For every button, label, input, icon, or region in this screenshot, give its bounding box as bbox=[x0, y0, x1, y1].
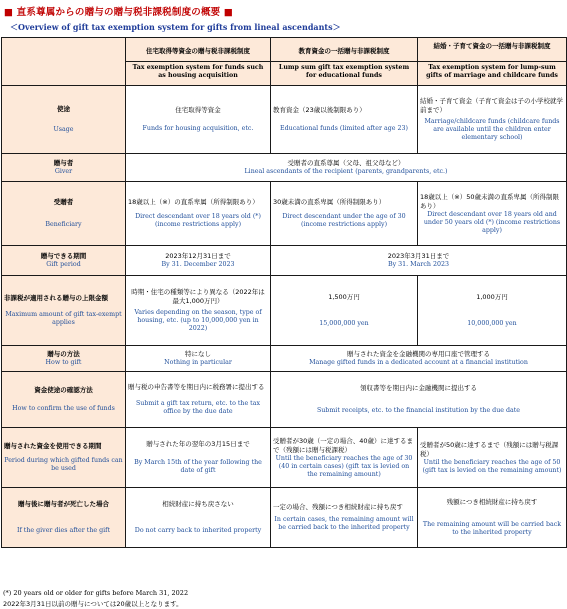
cell-beneficiary-housing bbox=[126, 182, 271, 246]
cell-method-education-marriage bbox=[271, 346, 567, 372]
label-jp: 贈与後に贈与者が死亡した場合 bbox=[18, 500, 109, 508]
cell-jp: 18歳以上（※）50歳未満の直系卑属（所得制限あり） bbox=[420, 192, 559, 210]
cell-en: Submit receipts, etc. to the financial institution by the due date bbox=[316, 407, 521, 414]
cell-en: By 31. March 2023 bbox=[387, 261, 450, 268]
label-jp: 贈与された資金を使用できる期間 bbox=[4, 442, 102, 450]
label-en: Period during which gifted funds can be used bbox=[4, 457, 123, 472]
table-header-row bbox=[2, 38, 567, 86]
row-beneficiary bbox=[2, 182, 567, 246]
cell-period-housing bbox=[126, 246, 271, 276]
cell-jp: 18歳以上（※）の直系卑属（所得制限あり） bbox=[128, 198, 259, 206]
cell-confirm-education-marriage bbox=[271, 372, 567, 428]
cell-en: 10,000,000 yen bbox=[467, 320, 517, 327]
cell-max-education bbox=[271, 276, 418, 346]
cell-use-period-marriage bbox=[418, 428, 567, 488]
column-header-jp: 結婚・子育て資金の一括贈与非課税制度 bbox=[418, 41, 566, 62]
row-label-usage bbox=[2, 86, 126, 154]
cell-usage-education bbox=[271, 86, 418, 154]
column-header-en: Lump sum gift tax exemption system for educational funds bbox=[278, 63, 410, 79]
row-giver bbox=[2, 154, 567, 182]
cell-jp: 贈与された資金を金融機関の専用口座で管理する bbox=[347, 350, 490, 358]
column-header-jp: 住宅取得等資金の贈与税非課税制度 bbox=[126, 42, 270, 62]
row-use-period bbox=[2, 428, 567, 488]
row-how-to-gift bbox=[2, 346, 567, 372]
cell-en: Direct descendant over 18 years old (*) (income restrictions apply) bbox=[135, 213, 261, 228]
page-title: ■ 直系尊属からの贈与の贈与税非課税制度の概要 ■ bbox=[4, 7, 234, 18]
cell-en: Educational funds (limited after age 23) bbox=[280, 125, 408, 132]
cell-usage-housing bbox=[126, 86, 271, 154]
cell-use-period-housing bbox=[126, 428, 271, 488]
cell-max-marriage bbox=[418, 276, 567, 346]
label-jp: 資金使途の確認方法 bbox=[34, 386, 93, 394]
label-jp: 使途 bbox=[57, 105, 70, 113]
cell-period-education-marriage bbox=[271, 246, 567, 276]
cell-death-housing bbox=[126, 488, 271, 548]
cell-jp: 受贈者が50歳に達するまで（残額には贈与税課税） bbox=[420, 440, 559, 458]
cell-jp: 贈与税の申告書等を期日内に税務署に提出する bbox=[128, 383, 265, 391]
cell-jp: 住宅取得等資金 bbox=[175, 106, 221, 114]
cell-en: Direct descendant under the age of 30 (income restrictions apply) bbox=[282, 213, 406, 228]
cell-en: Nothing in particular bbox=[164, 359, 232, 366]
cell-jp: 教育資金（23歳以後制限あり） bbox=[273, 106, 366, 114]
cell-en: 15,000,000 yen bbox=[319, 320, 369, 327]
cell-jp: 2023年3月31日まで bbox=[387, 252, 450, 260]
cell-jp: 相続財産に持ち戻さない bbox=[162, 500, 234, 508]
row-max-amount bbox=[2, 276, 567, 346]
cell-confirm-housing bbox=[126, 372, 271, 428]
row-label-gift-period bbox=[2, 246, 126, 276]
cell-en: Lineal ascendants of the recipient (parents, grandparents, etc.) bbox=[244, 168, 448, 175]
cell-jp: 1,500万円 bbox=[328, 293, 360, 301]
cell-en: Do not carry back to inherited property bbox=[134, 527, 262, 534]
cell-jp: 1,000万円 bbox=[476, 293, 508, 301]
cell-max-housing bbox=[126, 276, 271, 346]
cell-en: Funds for housing acquisition, etc. bbox=[142, 125, 254, 132]
cell-en: The remaining amount will be carried back to the inherited property bbox=[422, 521, 562, 536]
row-confirm-use bbox=[2, 372, 567, 428]
cell-en: Marriage/childcare funds (childcare funds are available until the children enter elementary school) bbox=[424, 118, 560, 141]
row-label-how-to-gift bbox=[2, 346, 126, 372]
cell-en: In certain cases, the remaining amount will be carried back to the inherited property bbox=[274, 516, 414, 531]
cell-jp: 一定の場合、残額につき相続財産に持ち戻す bbox=[273, 503, 403, 511]
column-header-housing bbox=[126, 38, 271, 86]
label-en: Maximum amount of gift tax-exempt applies bbox=[5, 311, 122, 326]
cell-en: Direct descendant over 18 years old and under 50 years old (*) (income restrictions apply) bbox=[423, 210, 561, 234]
cell-beneficiary-marriage bbox=[418, 182, 567, 246]
row-label-max-amount bbox=[2, 276, 126, 346]
footnote-jp: 2022年3月31日以前の贈与については20歳以上となります。 bbox=[3, 600, 183, 608]
column-header-marriage bbox=[418, 38, 567, 86]
footnote-en: (*) 20 years old or older for gifts before March 31, 2022 bbox=[3, 589, 189, 597]
label-en: How to confirm the use of funds bbox=[12, 405, 115, 412]
page-subtitle: ＜Overview of gift tax exemption system for gifts from lineal ascendants＞ bbox=[10, 22, 341, 32]
label-jp: 贈与者 bbox=[53, 159, 74, 167]
label-en: Usage bbox=[53, 126, 74, 133]
label-en: Giver bbox=[54, 168, 73, 175]
row-label-beneficiary bbox=[2, 182, 126, 246]
cell-jp: 特になし bbox=[185, 350, 211, 358]
cell-en: Until the beneficiary reaches the age of 30 (40 in certain cases) (gift tax is levied on the remaining amount) bbox=[275, 454, 413, 478]
row-giver-death bbox=[2, 488, 567, 548]
row-label-giver-death bbox=[2, 488, 126, 548]
row-label-confirm-use bbox=[2, 372, 126, 428]
comparison-table bbox=[1, 37, 567, 548]
label-en: Beneficiary bbox=[45, 221, 82, 228]
label-jp: 贈与できる期間 bbox=[40, 252, 87, 260]
cell-jp: 受贈者の直系尊属（父母、祖父母など） bbox=[287, 159, 405, 167]
cell-en: Until the beneficiary reaches the age of 50 (gift tax is levied on the remaining amount) bbox=[422, 458, 562, 474]
cell-jp: 贈与された年の翌年の3月15日まで bbox=[146, 440, 250, 448]
cell-giver bbox=[126, 154, 567, 182]
cell-death-education bbox=[271, 488, 418, 548]
column-header-jp: 教育資金の一括贈与非課税制度 bbox=[271, 42, 417, 62]
cell-jp: 30歳未満の直系卑属（所得制限あり） bbox=[273, 198, 386, 206]
column-header-en: Tax exemption system for funds such as housing acquisition bbox=[132, 63, 264, 79]
cell-en: Submit a gift tax return, etc. to the tax office by the due date bbox=[135, 400, 261, 415]
label-en: If the giver dies after the gift bbox=[16, 527, 111, 534]
label-en: Gift period bbox=[46, 261, 81, 268]
cell-jp: 2023年12月31日まで bbox=[165, 252, 231, 260]
row-usage bbox=[2, 86, 567, 154]
cell-en: Manage gifted funds in a dedicated account at a financial institution bbox=[309, 359, 528, 366]
label-jp: 非課税が適用される贈与の上限金額 bbox=[4, 294, 108, 302]
cell-en: Varies depending on the season, type of housing, etc. (up to 10,000,000 yen in 2022) bbox=[134, 309, 262, 332]
cell-method-housing bbox=[126, 346, 271, 372]
cell-usage-marriage bbox=[418, 86, 567, 154]
cell-death-marriage bbox=[418, 488, 567, 548]
cell-jp: 受贈者が30歳（一定の場合、40歳）に達するまで（残額には贈与税課税） bbox=[273, 436, 414, 454]
row-gift-period bbox=[2, 246, 567, 276]
label-jp: 受贈者 bbox=[53, 198, 74, 206]
cell-jp: 領収書等を期日内に金融機関に提出する bbox=[360, 384, 477, 392]
cell-use-period-education bbox=[271, 428, 418, 488]
cell-jp: 時期・住宅の種類等により異なる（2022年は最大1,000万円） bbox=[131, 288, 265, 305]
cell-jp: 結婚・子育て資金（子育て資金は子の小学校就学前まで） bbox=[420, 97, 563, 114]
label-en: How to gift bbox=[45, 359, 82, 366]
row-label-use-period bbox=[2, 428, 126, 488]
corner-cell bbox=[2, 38, 126, 86]
cell-jp: 残額につき相続財産に持ち戻す bbox=[446, 498, 538, 506]
cell-en: By 31. December 2023 bbox=[161, 261, 235, 268]
row-label-giver bbox=[2, 154, 126, 182]
column-header-en: Tax exemption system for lump-sum gifts of marriage and childcare funds bbox=[426, 64, 558, 79]
label-jp: 贈与の方法 bbox=[47, 350, 80, 358]
cell-beneficiary-education bbox=[271, 182, 418, 246]
column-header-education bbox=[271, 38, 418, 86]
cell-en: By March 15th of the year following the date of gift bbox=[134, 459, 262, 474]
